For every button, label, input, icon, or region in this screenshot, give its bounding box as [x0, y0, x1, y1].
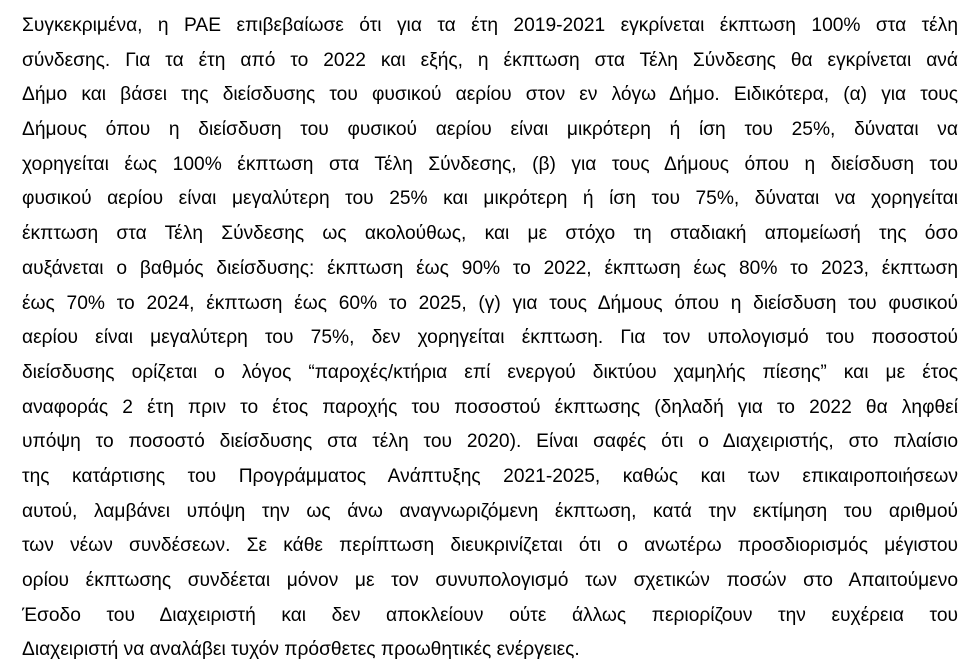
paragraph-line: έως 70% το 2024, έκπτωση έως 60% το 2025, (γ) για τους Δήμους όπου η διείσδυση του φυσικού	[22, 292, 958, 314]
paragraph-line: σύνδεσης. Για τα έτη από το 2022 και εξής, η έκπτωση στα Τέλη Σύνδεσης θα εγκρίνεται ανά	[22, 49, 958, 71]
paragraph-line: ορίου έκπτωσης συνδέεται μόνον με τον συνυπολογισμό των σχετικών ποσών στο Απαιτούμενο	[22, 570, 958, 591]
paragraph-line: των νέων συνδέσεων. Σε κάθε περίπτωση διευκρινίζεται ότι ο ανωτέρω προσδιορισμός μέγιστου	[22, 535, 958, 557]
paragraph-line: διείσδυσης ορίζεται ο λόγος “παροχές/κτήρια επί ενεργού δικτύου χαμηλής πίεσης” και με έτος	[22, 361, 958, 383]
body-paragraph	[22, 9, 958, 668]
paragraph-line: αυτού, λαμβάνει υπόψη την ως άνω αναγνωριζόμενη έκπτωση, κατά την εκτίμηση του αριθμού	[22, 500, 958, 522]
paragraph-line: φυσικού αερίου είναι μεγαλύτερη του 25% και μικρότερη ή ίση του 75%, δύναται να χορηγείται	[22, 188, 958, 210]
paragraph-line: της κατάρτισης του Προγράμματος Ανάπτυξης 2021-2025, καθώς και των επικαιροποιήσεων	[22, 465, 958, 487]
paragraph-line: Έσοδο του Διαχειριστή και δεν αποκλείουν ούτε άλλως περιορίζουν την ευχέρεια του	[22, 604, 958, 626]
paragraph-line: αναφοράς 2 έτη πριν το έτος παροχής του ποσοστού έκπτωσης (δηλαδή για το 2022 θα ληφθεί	[22, 396, 958, 418]
paragraph-line: έκπτωση στα Τέλη Σύνδεσης ως ακολούθως, και με στόχο τη σταδιακή απομείωσή της όσο	[22, 223, 958, 245]
paragraph-line: Δήμους όπου η διείσδυση του φυσικού αερίου είναι μικρότερη ή ίση του 25%, δύναται να	[22, 119, 958, 141]
paragraph-line: αερίου είναι μεγαλύτερη του 75%, δεν χορηγείται έκπτωση. Για τον υπολογισμό του ποσοστού	[22, 327, 958, 349]
paragraph-line: χορηγείται έως 100% έκπτωση στα Τέλη Σύνδεσης, (β) για τους Δήμους όπου η διείσδυση του	[22, 153, 958, 175]
paragraph-line: Δήμο και βάσει της διείσδυσης του φυσικού αερίου στον εν λόγω Δήμο. Ειδικότερα, (α) για τους	[22, 84, 958, 106]
paragraph-line: υπόψη το ποσοστό διείσδυσης στα τέλη του 2020). Είναι σαφές ότι ο Διαχειριστής, στο πλαίσιο	[22, 431, 958, 453]
paragraph-line: Συγκεκριμένα, η ΡΑΕ επιβεβαίωσε ότι για τα έτη 2019-2021 εγκρίνεται έκπτωση 100% στα τέλη	[22, 15, 958, 36]
paragraph-line: αυξάνεται ο βαθμός διείσδυσης: έκπτωση έως 90% το 2022, έκπτωση έως 80% το 2023, έκπτωση	[22, 257, 958, 279]
paragraph-line: Διαχειριστή να αναλάβει τυχόν πρόσθετες προωθητικές ενέργειες.	[22, 639, 580, 661]
